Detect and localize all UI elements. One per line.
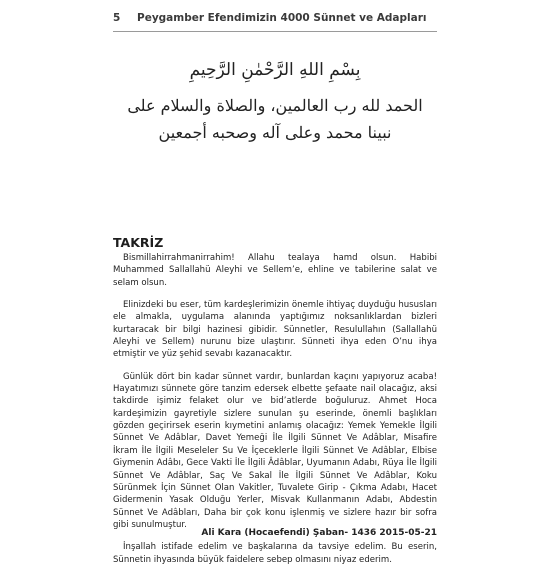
- hamdala-text: الحمد لله رب العالمين، والصلاة والسلام على نبينا محمد وعلى آله وصحبه أجمعين: [127, 96, 423, 142]
- author-signature: Ali Kara (Hocaefendi) Şaban- 1436 2015-05-21: [201, 528, 437, 538]
- basmala-calligraphy: بِسْمِ اللهِ الرَّحْمٰنِ الرَّحِيمِ: [189, 60, 361, 80]
- paragraph: Bismillahirrahmanirrahim! Allahu tealaya hamd olsun. Habibi Muhammed Sallallahü Aleyhi ve Sellem’e, ehline ve tabilerine salat ve selam olsun.: [113, 253, 437, 288]
- running-title: Peygamber Efendimizin 4000 Sünnet ve Adapları: [137, 12, 427, 24]
- paragraph: İnşallah istifade edelim ve başkalarına da tavsiye edelim. Bu eserin, Sünnetin ihyasında büyük faidelere sebep olmasını niyaz ederim.: [113, 542, 437, 565]
- paragraph: Elinizdeki bu eser, tüm kardeşlerimizin önemle ihtiyaç duyduğu hususları ele almakla, uygulama alanında yaptığımız noksanlıklardan bizleri kurtaracak bir bilgi hazinesi gibidir. Sünnetler, Resulullahın (Sallallahü Aleyhi ve Sellem) nurunu bize ulaştırır. Sünneti ihya eden O’nu ihya etmiştir ve yüz şehid sevabı kazanacaktır.: [113, 300, 437, 360]
- page-number: 5: [113, 12, 121, 24]
- running-header: [113, 12, 437, 24]
- section-title: TAKRİZ: [113, 235, 164, 250]
- paragraph: Günlük dört bin kadar sünnet vardır, bunlardan kaçını yapıyoruz acaba! Hayatımızı sünnete göre tanzim edersek elbette şefaate nail olacağız, aksi takdirde işimiz felaket olur ve bid’atlerde boğuluruz. Ahmet Hoca kardeşimizin gayretiyle sizlere sunulan şu eserinde, önemli başlıkları gözden geçirirsek eserin kıymetini anlamış olacağız: Yemek Yemekle İlgili Sünnet Ve Adâblar, Davet Yemeği İle İlgili Sünnet Ve Adâblar, Misafire İkram İle İlgili Meseleler Su Ve İçeceklerle İlgili Sünnet Ve Adâblar, Elbise Giymenin Adâbı, Gece Vakti İle İlgili Âdâblar, Uyumanın Adabı, Rüya İle İlgili Sünnet Ve Adâblar, Saç Ve Sakal İle İlgili Sünnet Ve Adâblar, Koku Sürünmek İçin Sünnet Olan Vakitler, Tuvalete Girip - Çıkma Adabı, Hacet Gidermenin Yasak Olduğu Yerler, Misvak Kullanmanın Adabı, Abdestin Sünnet Ve Adâbları, Daha bir çok konu işlenmiş ve sizlere hazır bir sofra gibi sunulmuştur.: [113, 371, 437, 530]
- header-divider: [113, 31, 437, 32]
